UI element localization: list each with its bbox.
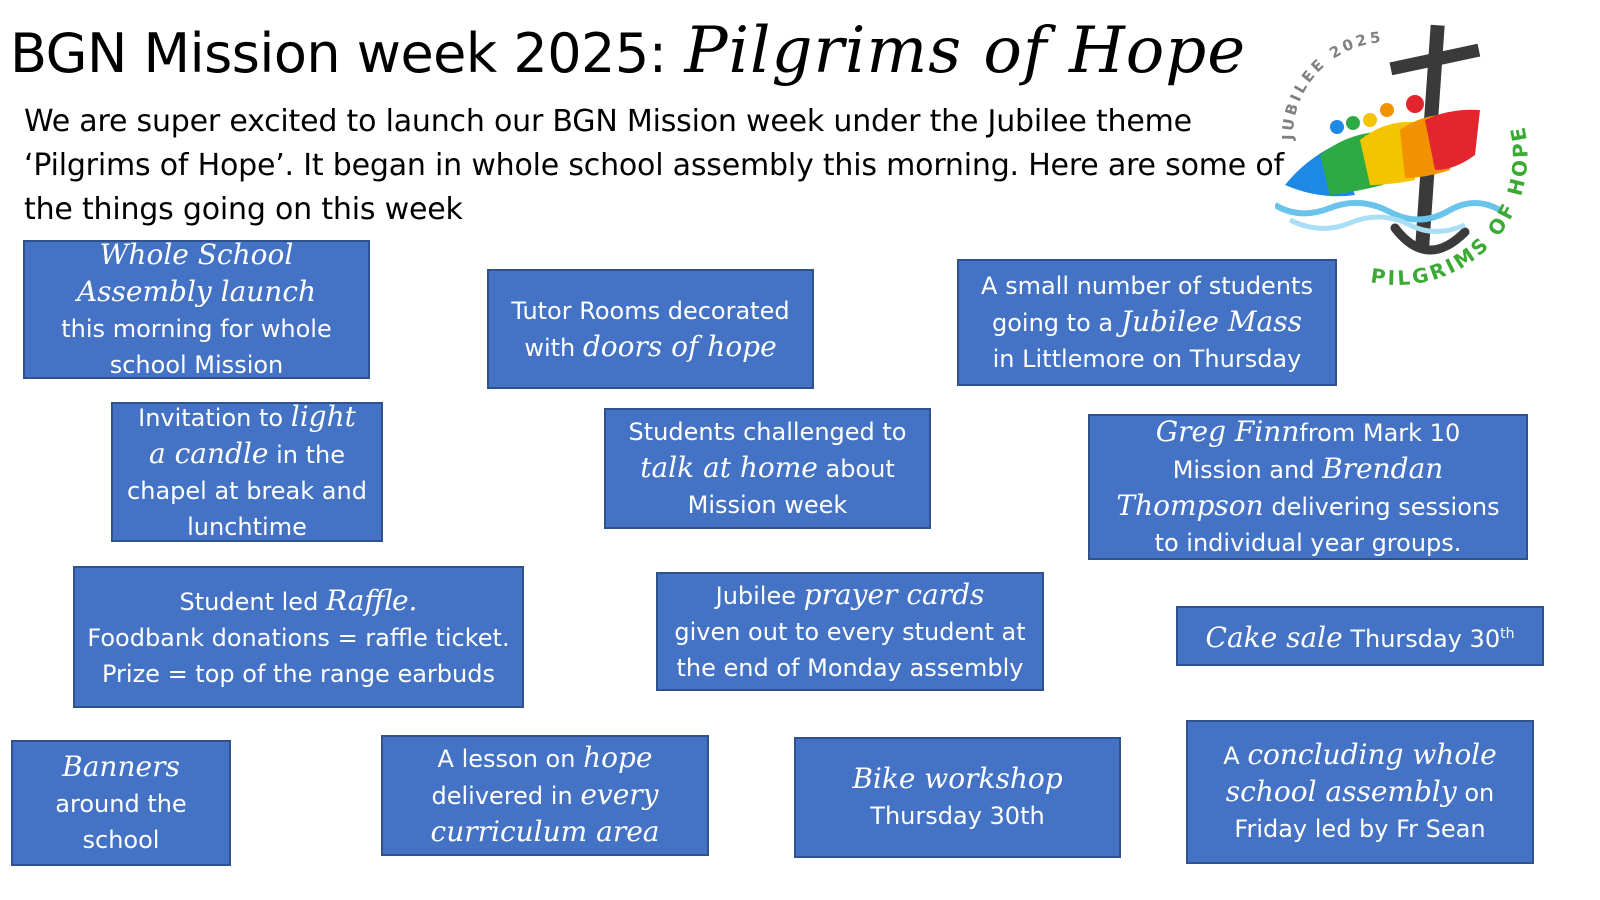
greg-finn-text-2: Mission and [1172,455,1315,484]
page-title-script: Pilgrims of Hope [684,14,1247,88]
pilgrims-icon [1285,95,1480,196]
lesson-hope-text-1: A lesson on [437,745,576,773]
prayer-cards-text-1: Jubilee [715,582,796,610]
greg-finn-text-1: from Mark 10 [1299,418,1461,447]
jubilee-mass-script: Jubilee Mass [1120,305,1302,338]
logo-arc-top-text: JUBILEE 2025 [1278,27,1385,141]
raffle-script: Raffle. [325,583,418,617]
light-candle-card [111,402,383,542]
lesson-hope-script-2: every [580,778,659,811]
concluding-script-2: school assembly [1225,775,1457,808]
jubilee-mass-text-3: in Littlemore on Thursday [992,345,1302,373]
concluding-assembly-card [1186,720,1534,864]
banners-text-2: school [82,825,160,854]
light-candle-text-1: Invitation to [138,404,284,432]
greg-finn-script-3: Thompson [1116,488,1264,522]
jubilee-mass-text-1: A small number of students [981,272,1313,300]
talk-at-home-text-2: about [825,455,895,483]
talk-at-home-text-1: Students challenged to [628,418,907,446]
talk-at-home-card [604,408,931,529]
bike-workshop-card [794,737,1121,858]
cake-sale-script: Cake sale [1205,620,1343,654]
cake-sale-superscript: th [1500,625,1515,642]
raffle-card [73,566,524,708]
raffle-text-3: Prize = top of the range earbuds [101,659,495,688]
cake-sale-text: Thursday 30 [1350,624,1501,653]
assembly-launch-script-2: Assembly launch [76,274,317,308]
prayer-cards-script: prayer cards [803,578,985,611]
banners-script: Banners [62,749,180,783]
greg-finn-text-3: delivering sessions [1271,492,1500,521]
assembly-launch-card [23,237,370,379]
cake-sale-card [1176,606,1544,666]
concluding-text-3: Friday led by Fr Sean [1234,815,1486,843]
greg-finn-text-4: to individual year groups. [1154,528,1462,557]
concluding-text-1: A [1223,742,1240,770]
light-candle-script-2: a candle [148,437,269,470]
greg-finn-script-1: Greg Finn [1155,414,1300,448]
light-candle-text-2: in the [276,441,345,469]
talk-at-home-script: talk at home [640,451,818,484]
prayer-cards-text-2: given out to every student at [674,618,1026,646]
greg-finn-card [1088,414,1528,560]
tutor-rooms-text-1: Tutor Rooms decorated [511,296,790,325]
prayer-cards-card [656,572,1044,691]
concluding-script-1: concluding whole [1247,738,1497,771]
prayer-cards-text-3: the end of Monday assembly [676,654,1024,682]
banners-text-1: around the [55,789,187,818]
waves-icon [1275,203,1500,232]
page-title-plain: BGN Mission week 2025: [10,22,667,85]
jubilee-logo [1275,20,1595,300]
raffle-text-1: Student led [179,587,319,616]
banners-card [11,740,231,866]
tutor-rooms-text-2: with [524,333,576,362]
light-candle-text-3: chapel at break and [127,477,367,505]
jubilee-mass-card [957,259,1337,386]
assembly-launch-script-1: Whole School [99,237,294,271]
lesson-hope-script-1: hope [583,741,653,774]
logo-arc-bottom-text: PILGRIMS OF HOPE [1369,122,1533,291]
intro-text: We are super excited to launch our BGN Mission week under the Jubilee theme ‘Pilgrims of Hope’. It began in whole school assembly this morning. Here are some of the things going on this week [24,104,1284,227]
bike-workshop-script: Bike workshop [852,762,1063,795]
lesson-hope-card [381,735,709,856]
concluding-text-2: on [1464,779,1495,807]
lesson-hope-script-3: curriculum area [430,815,660,848]
lesson-hope-text-2: delivered in [431,782,573,810]
tutor-rooms-card [487,269,814,389]
light-candle-text-4: lunchtime [187,513,307,541]
assembly-launch-text-1: this morning for whole [61,314,332,343]
raffle-text-2: Foodbank donations = raffle ticket. [87,623,510,652]
light-candle-script-1: light [290,400,356,433]
talk-at-home-text-3: Mission week [687,491,848,519]
bike-workshop-text: Thursday 30th [870,802,1045,830]
assembly-launch-text-2: school Mission [109,350,284,379]
page-title [10,14,1320,94]
jubilee-mass-text-2: going to a [992,309,1114,337]
tutor-rooms-script: doors of hope [582,329,777,363]
greg-finn-script-2: Brendan [1322,451,1444,485]
